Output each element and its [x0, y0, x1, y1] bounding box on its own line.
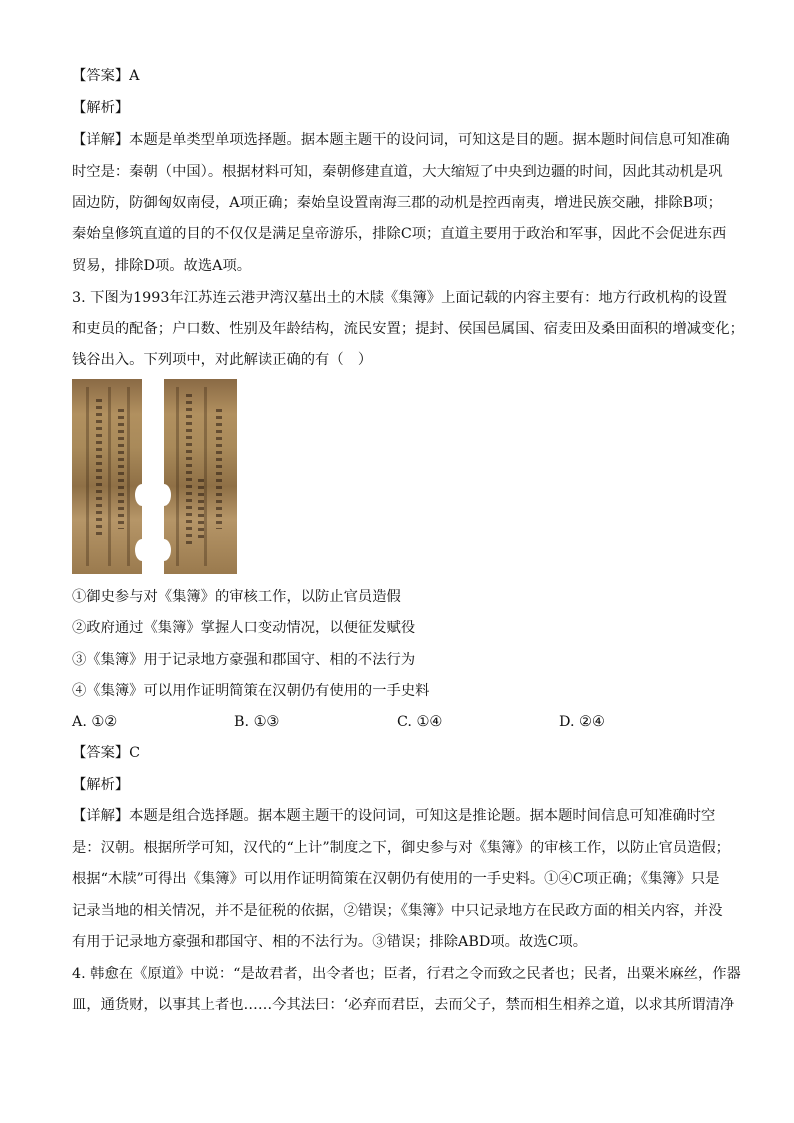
analysis-label-q2: 【解析】 [72, 100, 130, 116]
wooden-slip-left [72, 379, 142, 574]
explanation-q3-line4: 记录当地的相关情况，并不是征税的依据，②错误；《集簿》中只记录地方在民政方面的相关内容，并没 [72, 903, 723, 919]
statement-4: ④《集簿》可以用作证明简策在汉朝仍有使用的一手史料 [72, 683, 430, 699]
statement-3: ③《集簿》用于记录地方豪强和郡国守、相的不法行为 [72, 652, 416, 668]
analysis-label-q3: 【解析】 [72, 777, 130, 793]
explanation-q2-line4: 秦始皇修筑直道的目的不仅仅是满足皇帝游乐，排除C项；直道主要用于政治和军事，因此不会促进东西 [72, 226, 727, 242]
explanation-q3-line1: 【详解】本题是组合选择题。据本题主题干的设问词，可知这是推论题。据本题时间信息可知准确时空 [72, 808, 716, 824]
question-4-line1: 4. 韩愈在《原道》中说：“是故君者，出令者也；臣者，行君之令而致之民者也；民者，出粟米麻丝，作器 [72, 966, 741, 982]
choice-b: B. ①③ [234, 714, 280, 730]
explanation-q2-line3: 固边防，防御匈奴南侵，A项正确；秦始皇设置南海三郡的动机是控西南夷，增进民族交融，排除B项； [72, 195, 722, 211]
choice-d: D. ②④ [559, 714, 605, 730]
explanation-q2-line1: 【详解】本题是单类型单项选择题。据本题主题干的设问词，可知这是目的题。据本题时间信息可知准确 [72, 132, 730, 148]
explanation-q3-line3: 根据“木牍”可得出《集簿》可以用作证明简策在汉朝仍有使用的一手史料。①④C项正确；《集簿》只是 [72, 871, 720, 887]
question-3-line1: 3. 下图为1993年江苏连云港尹湾汉墓出土的木牍《集簿》上面记载的内容主要有：地方行政机构的设置 [72, 290, 728, 306]
statement-1: ①御史参与对《集簿》的审核工作，以防止官员造假 [72, 589, 401, 605]
answer-choices [72, 712, 732, 732]
answer-label-q2: 【答案】A [72, 68, 140, 84]
explanation-q2-line5: 贸易，排除D项。故选A项。 [72, 258, 252, 274]
statement-2: ②政府通过《集簿》掌握人口变动情况，以便征发赋役 [72, 620, 416, 636]
choice-a: A. ①② [72, 714, 118, 730]
question-3-line2: 和吏员的配备；户口数、性别及年龄结构，流民安置；提封、侯国邑属国、宿麦田及桑田面积的增减变化； [72, 321, 744, 337]
question-3-line3: 钱谷出入。下列项中，对此解读正确的有（ ） [72, 352, 373, 368]
wooden-slip-right [164, 379, 237, 574]
question-4-line2: 皿，通货财，以事其上者也……今其法曰：‘必弃而君臣，去而父子，禁而相生相养之道，以求其所谓清净 [72, 997, 735, 1013]
answer-label-q3: 【答案】C [72, 745, 141, 761]
explanation-q3-line5: 有用于记录地方豪强和郡国守、相的不法行为。③错误；排除ABD项。故选C项。 [72, 934, 588, 950]
explanation-q2-line2: 时空是：秦朝（中国）。根据材料可知，秦朝修建直道，大大缩短了中央到边疆的时间，因此其动机是巩 [72, 164, 723, 180]
choice-c: C. ①④ [397, 714, 443, 730]
wooden-slip-photo [72, 379, 237, 574]
explanation-q3-line2: 是：汉朝。根据所学可知，汉代的“上计”制度之下，御史参与对《集簿》的审核工作，以防止官员造假； [72, 840, 730, 856]
